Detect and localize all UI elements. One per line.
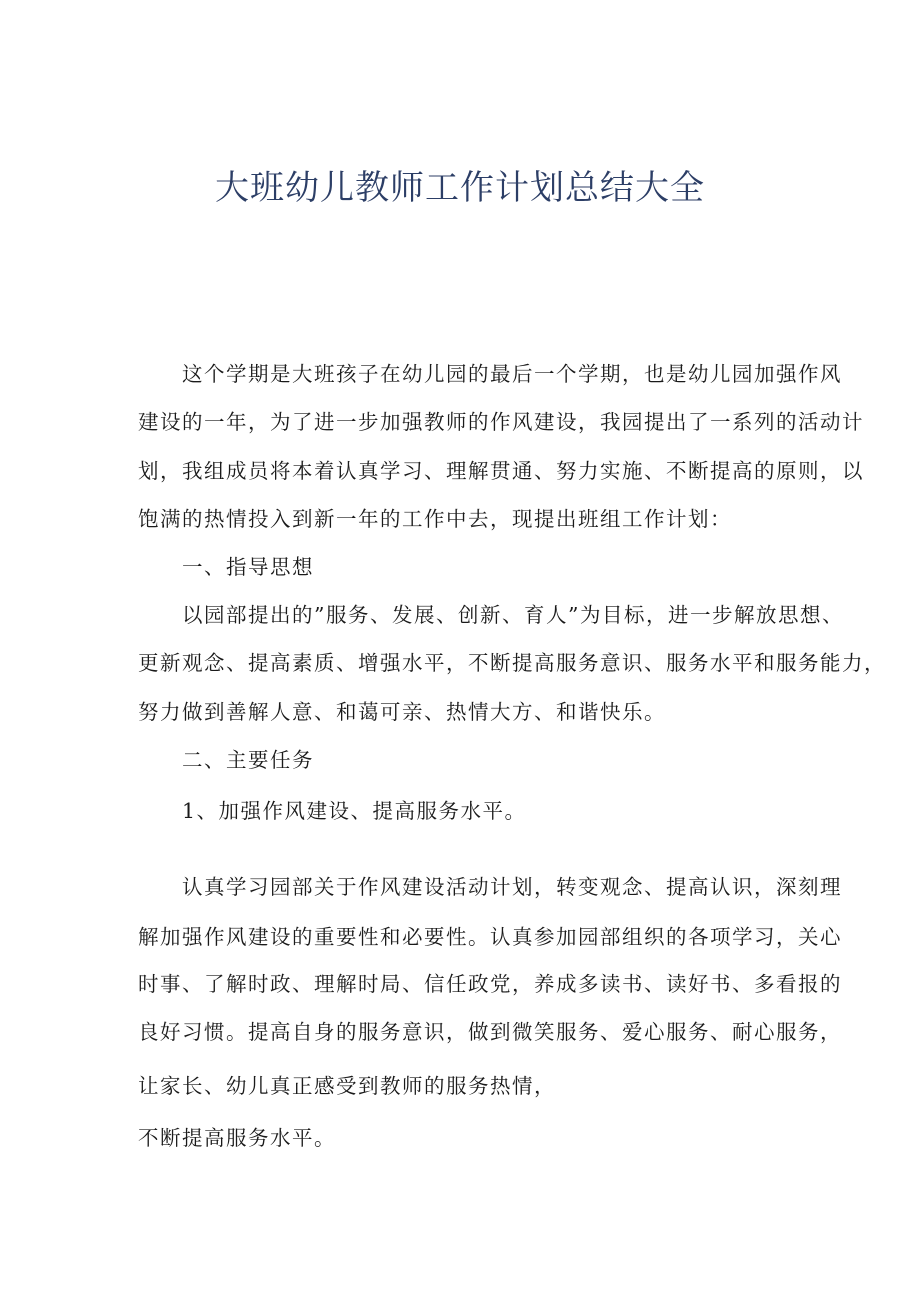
section-heading: 二、主要任务 (182, 748, 314, 772)
paragraph-line: 划，我组成员将本着认真学习、理解贯通、努力实施、不断提高的原则，以 (138, 459, 864, 483)
paragraph-line: 更新观念、提高素质、增强水平，不断提高服务意识、服务水平和服务能力， (138, 651, 886, 675)
paragraph-line: 建设的一年，为了进一步加强教师的作风建设，我园提出了一系列的活动计 (138, 410, 864, 434)
paragraph-line: 不断提高服务水平。 (138, 1126, 336, 1150)
paragraph-line: 良好习惯。提高自身的服务意识，做到微笑服务、爱心服务、耐心服务， (138, 1020, 842, 1044)
paragraph-line: 让家长、幼儿真正感受到教师的服务热情， (138, 1074, 556, 1098)
paragraph-line: 时事、了解时政、理解时局、信任政党，养成多读书、读好书、多看报的 (138, 972, 842, 996)
subsection-heading: 1、加强作风建设、提高服务水平。 (182, 799, 527, 823)
page-title: 大班幼儿教师工作计划总结大全 (215, 168, 705, 208)
paragraph-line: 努力做到善解人意、和蔼可亲、热情大方、和谐快乐。 (138, 700, 666, 724)
paragraph-line: 这个学期是大班孩子在幼儿园的最后一个学期，也是幼儿园加强作风 (182, 362, 842, 386)
paragraph-line: 以园部提出的”服务、发展、创新、育人”为目标，进一步解放思想、 (182, 603, 844, 627)
paragraph-line: 认真学习园部关于作风建设活动计划，转变观念、提高认识，深刻理 (182, 875, 842, 899)
paragraph-line: 解加强作风建设的重要性和必要性。认真参加园部组织的各项学习，关心 (138, 925, 842, 949)
paragraph-line: 饱满的热情投入到新一年的工作中去，现提出班组工作计划： (138, 507, 732, 531)
section-heading: 一、指导思想 (182, 555, 314, 579)
